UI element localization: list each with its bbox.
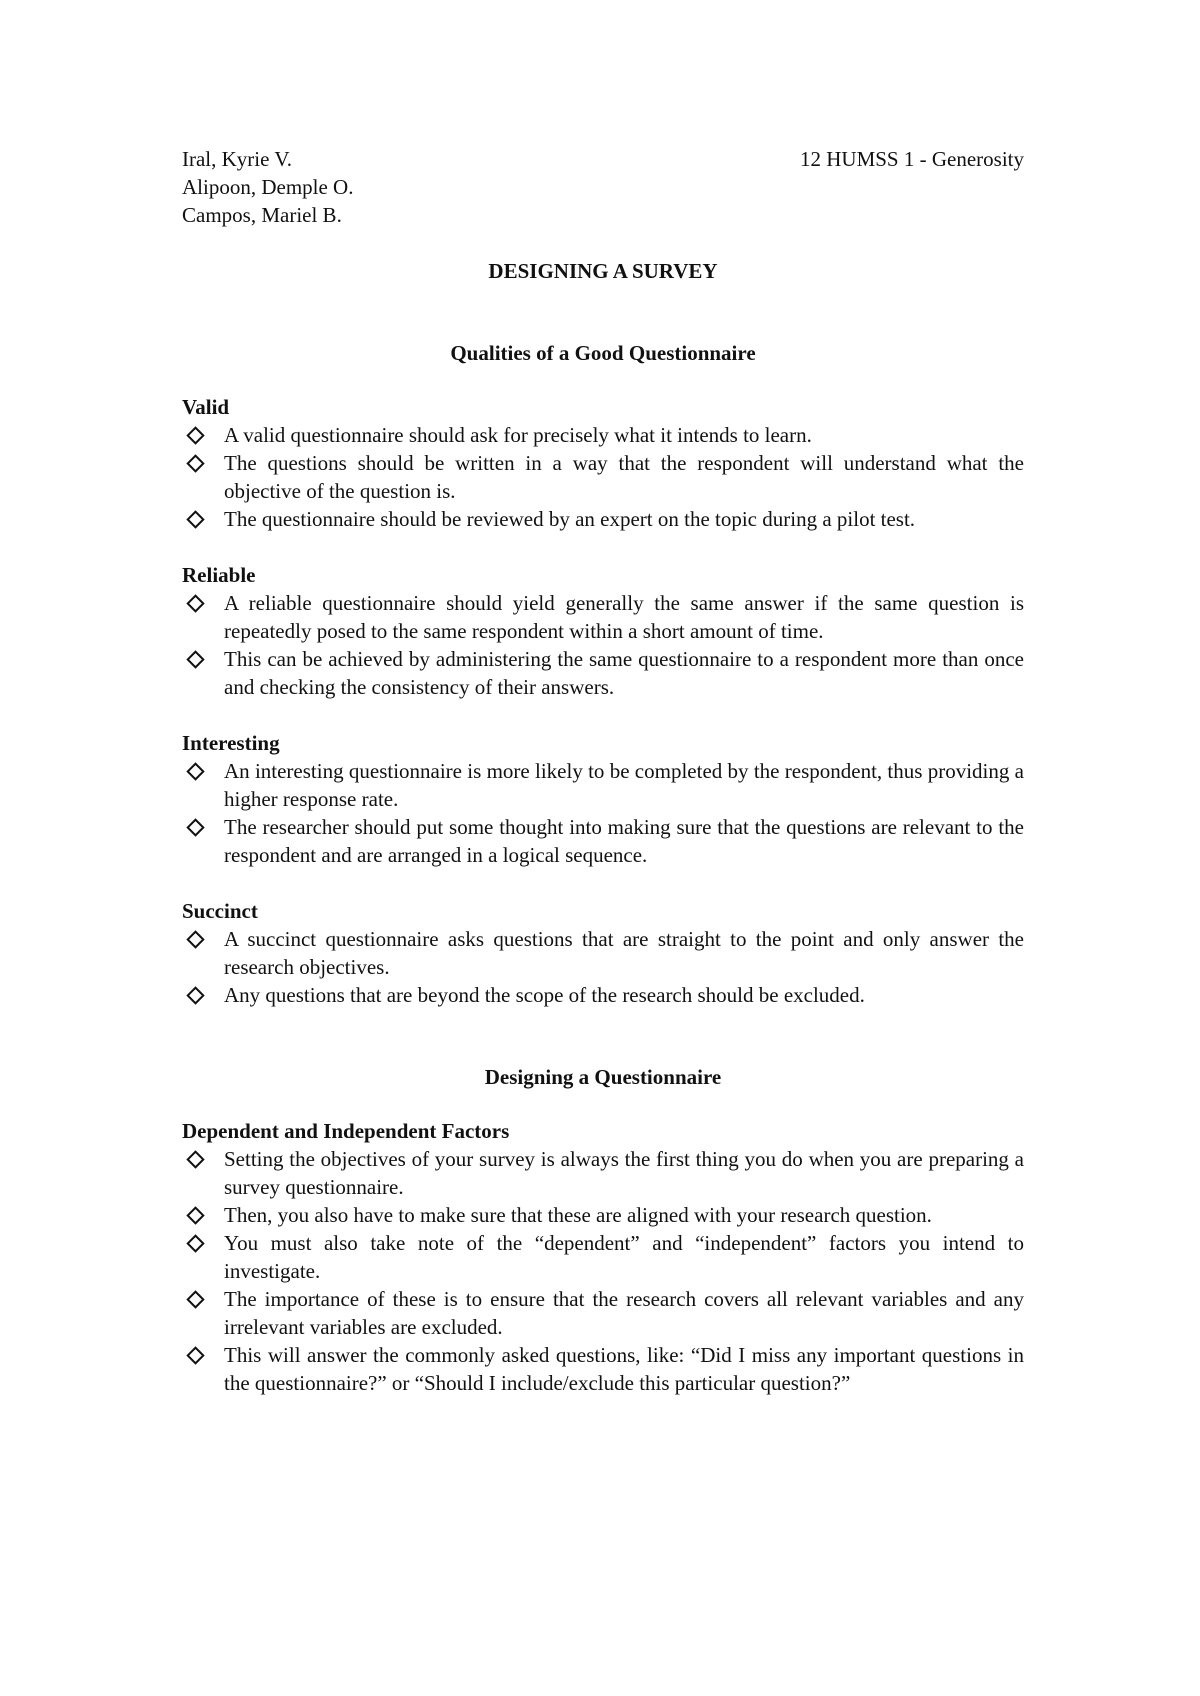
diamond-bullet-icon (186, 594, 204, 612)
list-item-text: Any questions that are beyond the scope of the research should be excluded. (224, 983, 865, 1007)
diamond-bullet-icon (186, 1234, 204, 1252)
diamond-bullet-icon (186, 986, 204, 1004)
diamond-bullet-icon (186, 1346, 204, 1364)
list-item-text: A reliable questionnaire should yield generally the same answer if the same question is repeatedly posed to the same respondent within a short amount of time. (224, 591, 1024, 643)
list-item (182, 645, 1024, 701)
section-title: Qualities of a Good Questionnaire (450, 341, 756, 365)
section-title: Designing a Questionnaire (484, 1065, 722, 1089)
list-item (182, 925, 1024, 981)
author-name: Alipoon, Demple O. (182, 175, 354, 199)
diamond-bullet-icon (186, 1206, 204, 1224)
list-item-text: Setting the objectives of your survey is always the first thing you do when you are preparing a survey questionnaire. (224, 1147, 1024, 1199)
list-item-text: The importance of these is to ensure that the research covers all relevant variables and any irrelevant variables are excluded. (224, 1287, 1024, 1339)
list-item (182, 1341, 1024, 1397)
author-name: Iral, Kyrie V. (182, 147, 293, 171)
list-item-text: This will answer the commonly asked questions, like: “Did I miss any important questions in the questionnaire?” or “Should I include/exclude this particular question?” (224, 1343, 1024, 1395)
list-item (182, 589, 1024, 645)
diamond-bullet-icon (186, 762, 204, 780)
diamond-bullet-icon (186, 650, 204, 668)
list-item (182, 1285, 1024, 1341)
list-item (182, 813, 1024, 869)
diamond-bullet-icon (186, 1290, 204, 1308)
subsection-heading: Succinct (182, 899, 258, 923)
list-item (182, 1201, 1024, 1229)
bullet-list (182, 757, 1024, 869)
subsection-heading: Dependent and Independent Factors (182, 1119, 510, 1143)
bullet-list (182, 589, 1024, 701)
subsection-heading: Valid (182, 395, 230, 419)
list-item-text: A valid questionnaire should ask for precisely what it intends to learn. (224, 423, 812, 447)
list-item-text: This can be achieved by administering the same questionnaire to a respondent more than once and checking the consistency of their answers. (224, 647, 1024, 699)
diamond-bullet-icon (186, 1150, 204, 1168)
list-item (182, 449, 1024, 505)
diamond-bullet-icon (186, 426, 204, 444)
list-item (182, 757, 1024, 813)
subsection-heading: Reliable (182, 563, 256, 587)
bullet-list (182, 1145, 1024, 1397)
diamond-bullet-icon (186, 818, 204, 836)
diamond-bullet-icon (186, 930, 204, 948)
list-item (182, 981, 1024, 1009)
list-item-text: The questionnaire should be reviewed by an expert on the topic during a pilot test. (224, 507, 916, 531)
document-header (182, 145, 1024, 229)
bullet-list (182, 925, 1024, 1009)
bullet-list (182, 421, 1024, 533)
list-item (182, 1145, 1024, 1201)
list-item (182, 1229, 1024, 1285)
diamond-bullet-icon (186, 454, 204, 472)
diamond-bullet-icon (186, 510, 204, 528)
list-item-text: Then, you also have to make sure that these are aligned with your research question. (224, 1203, 932, 1227)
document-body (182, 145, 1024, 1397)
author-list (182, 145, 353, 229)
document-title: DESIGNING A SURVEY (488, 259, 718, 283)
list-item-text: The questions should be written in a way that the respondent will understand what the objective of the question is. (224, 451, 1024, 503)
class-section-label: 12 HUMSS 1 - Generosity (800, 147, 1024, 171)
list-item-text: A succinct questionnaire asks questions that are straight to the point and only answer the research objectives. (224, 927, 1024, 979)
list-item-text: The researcher should put some thought into making sure that the questions are relevant to the respondent and are arranged in a logical sequence. (224, 815, 1024, 867)
subsection-heading: Interesting (182, 731, 280, 755)
list-item (182, 421, 1024, 449)
list-item (182, 505, 1024, 533)
list-item-text: An interesting questionnaire is more likely to be completed by the respondent, thus providing a higher response rate. (224, 759, 1024, 811)
author-name: Campos, Mariel B. (182, 203, 342, 227)
list-item-text: You must also take note of the “dependent” and “independent” factors you intend to investigate. (224, 1231, 1024, 1283)
